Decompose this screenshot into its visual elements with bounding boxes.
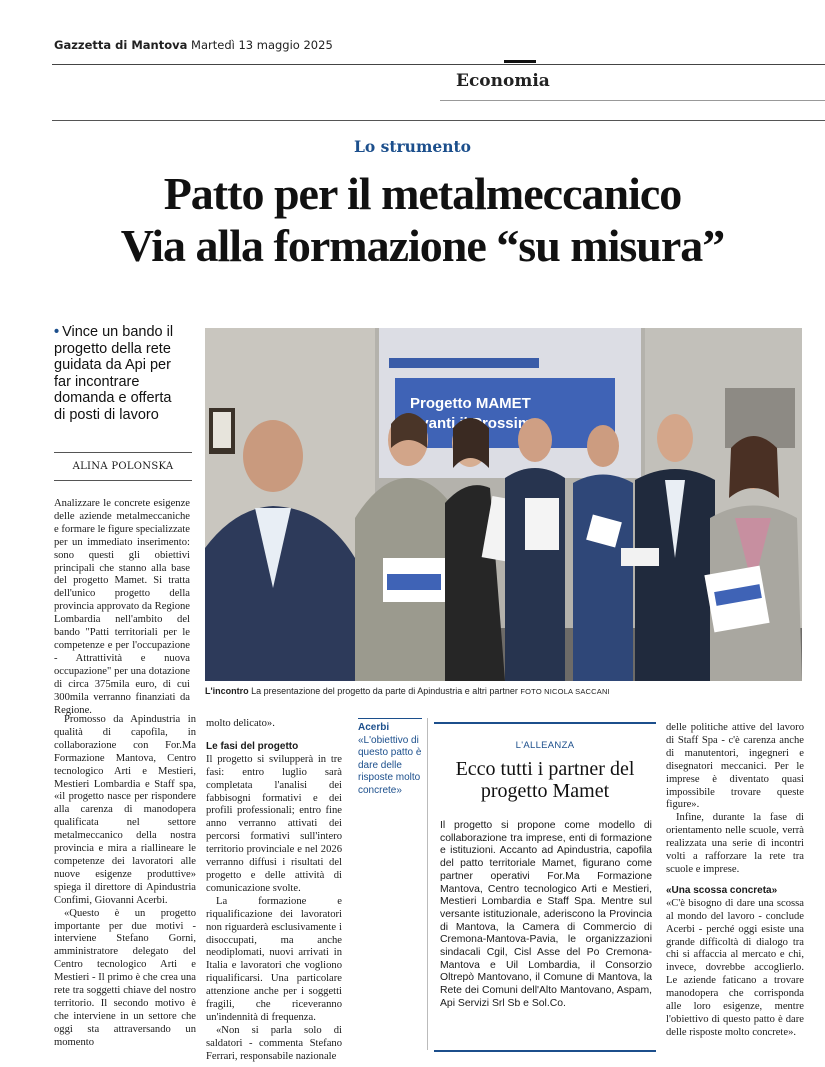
article-column-4 (666, 722, 804, 1040)
headline (20, 168, 825, 272)
article-paragraph: Promosso da Apindustria in qualità di capofila, in collaborazione con For.Ma Formazione Mantova, Centro tecnologico Arti e Mestieri, Mestieri Lombardia e Staff spa, «il progetto nasce per rispondere alla carenza di manodopera qualificata nel settore metalmeccanico della nostra provincia e mira a riallineare le competenze dei lavoratori alle nuove esigenze produttive» spiega il direttore di Apindustria Confimi, Giovanni Acerbi. (54, 714, 196, 906)
article-subheading: Le fasi del progetto (206, 740, 299, 752)
column-divider (427, 718, 428, 1050)
pull-quote (358, 722, 422, 797)
slide-title: Progetto MAMET (410, 395, 531, 412)
article-column-2 (206, 718, 342, 1064)
caption-lead: L'incontro (205, 686, 249, 696)
headline-line-1: Patto per il metalmeccanico (163, 168, 682, 219)
byline: ALINA POLONSKA (72, 461, 174, 472)
headline-line-2: Via alla formazione “su misura” (120, 220, 725, 271)
article-paragraph: delle politiche attive del lavoro di Staff Spa - c'è carenza anche di manutentori, ingegneri e disegnatori meccanici. Per le imprese è diventato quasi impossibile trovare queste figure». (666, 722, 804, 811)
header-rule (52, 120, 825, 121)
quote-text: «L'obiettivo di questo patto è dare delle risposte molto concrete» (358, 734, 422, 796)
article-photo (205, 328, 802, 681)
article-paragraph: Infine, durante la fase di orientamento nelle scuole, verrà realizzata una serie di incontri volti a rafforzare la rete tra scuole e imprese. (666, 812, 804, 875)
sidebar-title: Ecco tutti i partner del progetto Mamet (455, 758, 635, 802)
kicker: Lo strumento (354, 137, 471, 156)
summary-text: Vince un bando il progetto della rete guidata da Api per far incontrare domanda e offerta di posti di lavoro (54, 324, 174, 423)
caption-text: La presentazione del progetto da parte di Apindustria e altri partner (251, 686, 518, 696)
section-marker (504, 60, 536, 63)
photo-caption (205, 686, 805, 696)
masthead (54, 38, 333, 52)
top-rule (52, 64, 825, 65)
photo-credit: FOTO NICOLA SACCANI (520, 687, 610, 696)
article-subheading: «Una scossa concreta» (666, 884, 778, 896)
sidebar-kicker: L'ALLEANZA (515, 740, 575, 751)
article-paragraph: Analizzare le concrete esigenze delle aziende metalmeccaniche e formare le figure specializzate per un immediato inserimento: sono questi gli obiettivi principali che stanno alla base del progetto Mamet. Si tratta dell'unico progetto della provincia approvato da Regione Lombardia nell'ambito del bando "Patti territoriali per le competenze e per l'occupazione - Attrattività e nuova occupazione" per una dotazione di circa 375mila euro, di cui 300mila verranno finanziati da Regione. (54, 498, 190, 716)
summary (54, 324, 184, 423)
sidebar-top-rule (434, 722, 656, 724)
article-paragraph: «C'è bisogno di dare una scossa al mondo del lavoro - conclude Acerbi - perché oggi esiste una grande difficoltà di dialogo tra chi si affaccia al mercato e chi, invece, dovrebbe accoglierlo. Le aziende faticano a trovare manodopera che corrisponda alle loro esigenze, mentre l'obiettivo di questo patto è dare delle risposte molto concrete». (666, 897, 804, 1038)
byline-rule-bottom (54, 480, 192, 481)
photo-illustration (205, 328, 802, 681)
section-divider (440, 100, 825, 101)
publication-date: Martedì 13 maggio 2025 (191, 38, 333, 52)
article-paragraph: molto delicato». (206, 718, 275, 729)
article-paragraph: «Questo è un progetto importante per due motivi - interviene Stefano Gorni, amministratore delegato del Centro tecnologico Arti e Mestieri - Il primo è che crea una rete tra soggetti chiave del nostro territorio. Il secondo motivo è che interviene in un settore che oggi sta attraversando un momento (54, 907, 196, 1048)
article-paragraph: «Non si parla solo di saldatori - commenta Stefano Ferrari, responsabile nazionale (206, 1024, 342, 1062)
quote-author: Acerbi (358, 722, 390, 733)
byline-rule-top (54, 452, 192, 453)
bullet-icon: • (54, 324, 60, 340)
newspaper-name: Gazzetta di Mantova (54, 38, 188, 52)
article-column-1-continued (54, 714, 196, 1050)
article-paragraph: Il progetto si svilupperà in tre fasi: entro luglio sarà completata l'analisi dei fabbisogni formativi e dei profili professionali; entro fine anno verranno attivati dei percorsi formativi sull'intero territorio provinciale e nel 2026 verranno diffusi i risultati del progetto e delle attività di comunicazione svolte. (206, 753, 342, 894)
sidebar-text: Il progetto si propone come modello di collaborazione tra imprese, enti di formazione e istituzioni. Accanto ad Apindustria, capofila del patto territoriale Mamet, figurano come partner operativi For.Ma Formazione Mantova, Centro tecnologico Arti e Mestieri, Mestieri Lombardia e Staff Spa. Mentre sul versante istituzionale, aderiscono la Provincia di Mantova, la Camera di Commercio di Cremona-Mantova-Pavia, le organizzazioni sindacali Cgil, Cisl Asse del Po Cremona-Mantova e Uil Lombardia, il Consorzio Oltrepò Mantovano, il Comune di Mantova, la Rete dei Comuni dell'Alto Mantovano, Aspam, Api Servizi Srl Sb e Sol.Co. (440, 820, 652, 1009)
quote-rule (358, 718, 422, 719)
article-paragraph: La formazione e riqualificazione dei lavoratori non riguarderà esclusivamente i disoccupati, ma anche neodiplomati, nuovi arrivati in Italia e lavoratori che vogliono riqualificarsi. Una particolare attenzione anche per i soggetti fragili, che riceveranno un'indennità di frequenza. (206, 895, 342, 1023)
slide-subtitle: Avanti Prossimo (410, 415, 541, 432)
sidebar-bottom-rule (434, 1050, 656, 1052)
section-title: Economia (456, 71, 550, 91)
article-column-1 (54, 498, 190, 717)
